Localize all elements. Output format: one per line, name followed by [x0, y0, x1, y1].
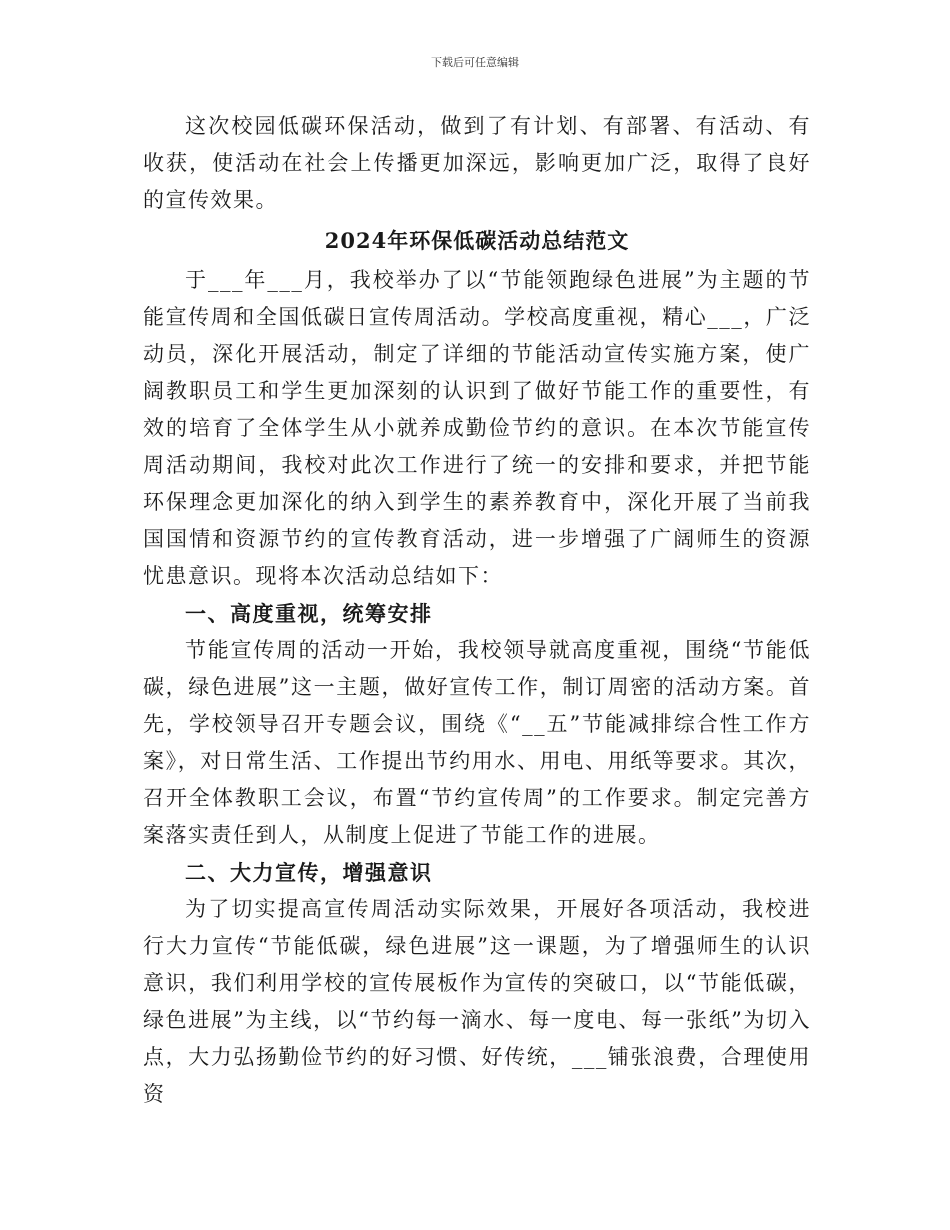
section-paragraph-1: 节能宣传周的活动一开始，我校领导就高度重视，围绕“节能低碳，绿色进展”这一主题，做好宣传工作，制订周密的活动方案。首先，学校领导召开专题会议，围绕《“__五”节能减排综合性工作方案》，对日常生活、工作提出节约用水、用电、用纸等要求。其次，召开全体教职工会议，布置“节约宣传周”的工作要求。制定完善方案落实责任到人，从制度上促进了节能工作的进展。 [143, 638, 811, 847]
opening-paragraph: 于___年___月，我校举办了以“节能领跑绿色进展”为主题的节能宣传周和全国低碳日宣传周活动。学校高度重视，精心___，广泛动员，深化开展活动，制定了详细的节能活动宣传实施方案，使广阔教职员工和学生更加深刻的认识到了做好节能工作的重要性，有效的培育了全体学生从小就养成勤俭节约的意识。在本次节能宣传周活动期间，我校对此次工作进行了统一的安排和要求，并把节能环保理念更加深化的纳入到学生的素养教育中，深化开展了当前我国国情和资源节约的宣传教育活动，进一步增强了广阔师生的资源忧患意识。现将本次活动总结如下： [143, 268, 811, 588]
document-body [143, 108, 811, 1113]
section-paragraph-2: 为了切实提高宣传周活动实际效果，开展好各项活动，我校进行大力宣传“节能低碳，绿色进展”这一课题，为了增强师生的认识意识，我们利用学校的宣传展板作为宣传的突破口，以“节能低碳，绿色进展”为主线，以“节约每一滴水、每一度电、每一张纸”为切入点，大力弘扬勤俭节约的好习惯、好传统，___铺张浪费，合理使用资 [143, 897, 811, 1106]
page-header: 下载后可任意编辑 [431, 56, 519, 69]
section-heading-1: 一、高度重视，统筹安排 [185, 601, 433, 626]
section-heading-2: 二、大力宣传，增强意识 [185, 860, 433, 885]
intro-paragraph: 这次校园低碳环保活动，做到了有计划、有部署、有活动、有收获，使活动在社会上传播更加深远，影响更加广泛，取得了良好的宣传效果。 [143, 114, 811, 212]
document-title: 2024年环保低碳活动总结范文 [324, 228, 630, 253]
